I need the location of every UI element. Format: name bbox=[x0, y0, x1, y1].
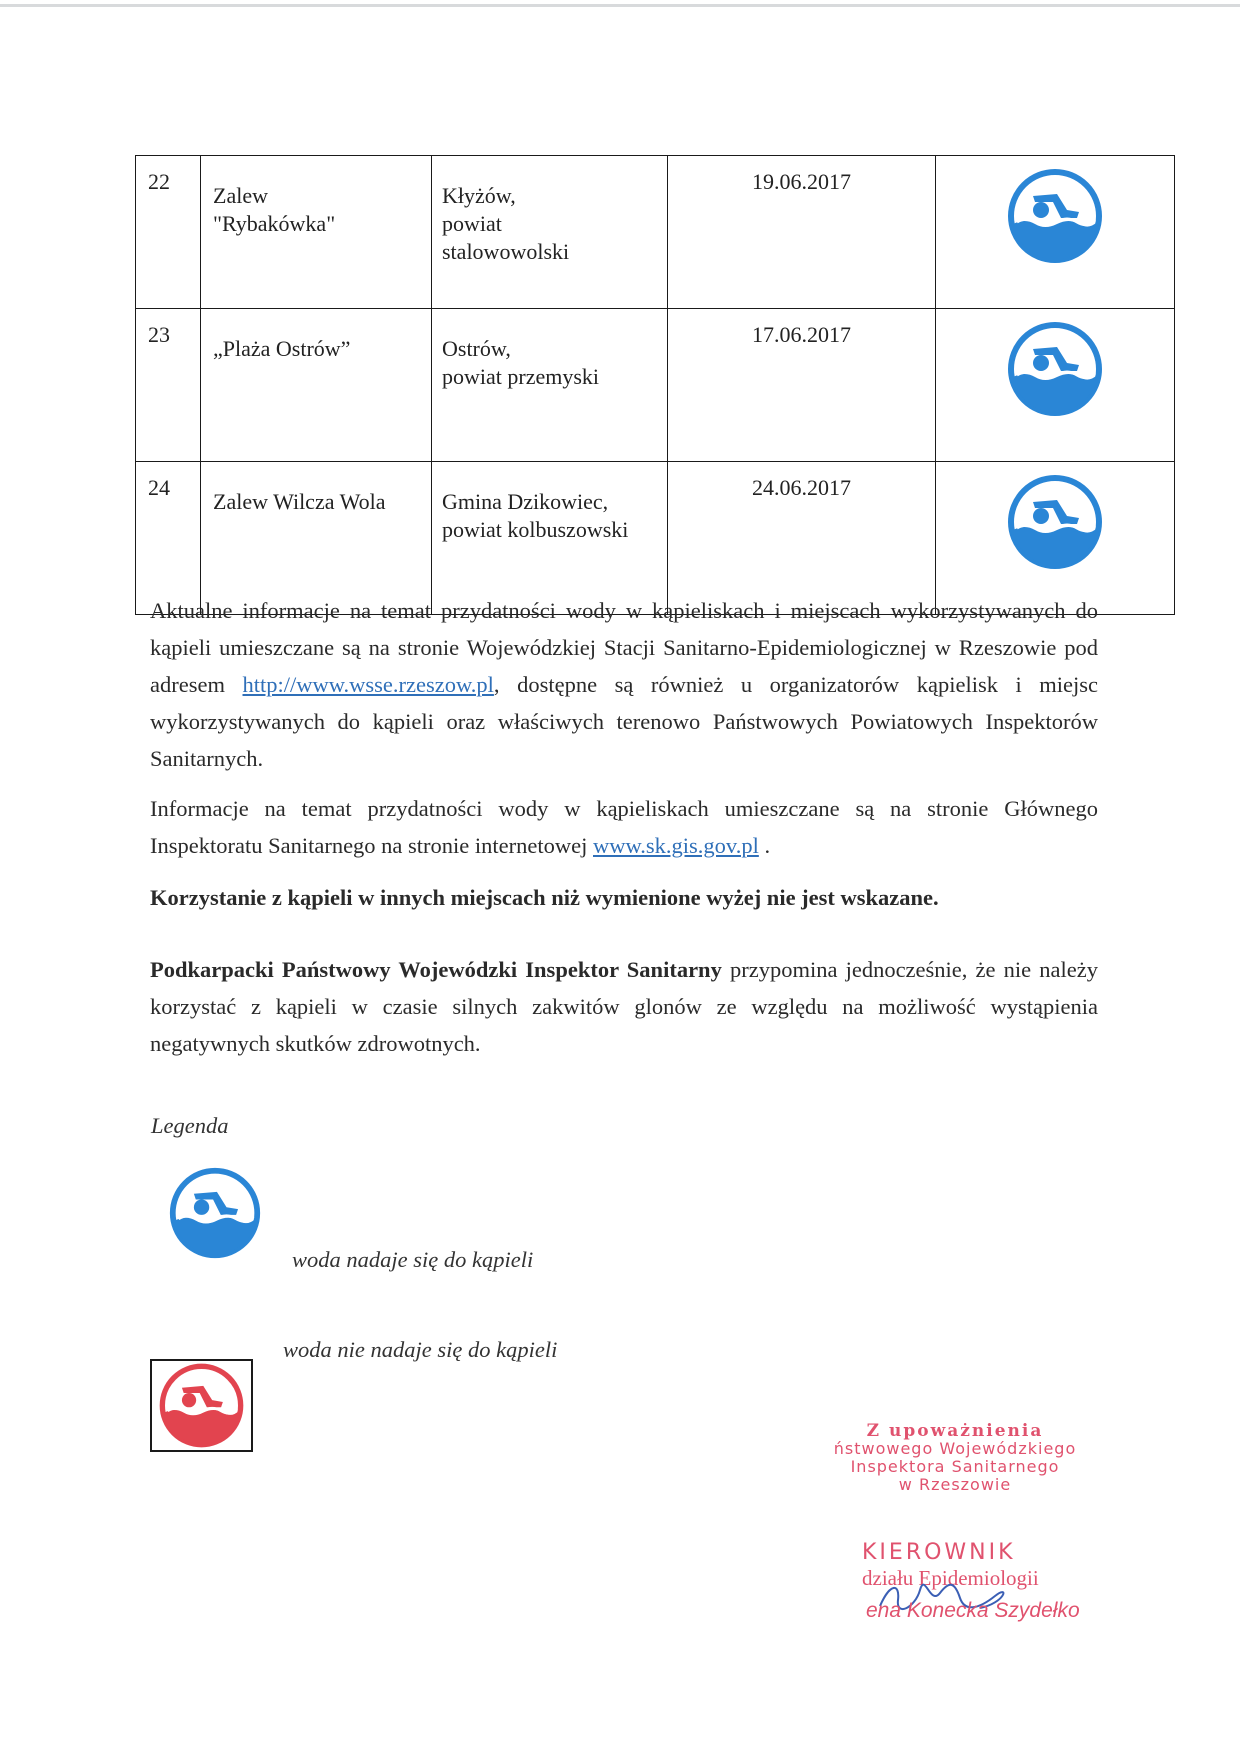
site-location-line: powiat przemyski bbox=[442, 364, 600, 389]
site-name-line: "Rybakówka" bbox=[213, 211, 336, 236]
sample-date: 24.06.2017 bbox=[668, 462, 936, 615]
site-location bbox=[432, 309, 668, 462]
table-row bbox=[136, 309, 1175, 462]
paragraph-text: Aktualne informacje na temat przydatności wody w kąpieliskach i miejscach wykorzystywanych do kąpieli umieszczane są na stronie Wojewódzkiej Stacji Sanitarno-Epidemiologicznej w Rzeszowie pod adresem bbox=[150, 598, 1098, 697]
swimmer-blue-icon bbox=[1002, 166, 1108, 266]
gis-link[interactable]: www.sk.gis.gov.pl bbox=[593, 833, 759, 858]
site-location-line: powiat kolbuszowski bbox=[442, 517, 629, 542]
info-paragraph-gis bbox=[150, 790, 1098, 864]
site-location-line: Gmina Dzikowiec, bbox=[442, 489, 609, 514]
stamp-line: w Rzeszowie bbox=[898, 1475, 1012, 1494]
status-cell bbox=[936, 309, 1175, 462]
info-paragraph-wsse bbox=[150, 592, 1098, 777]
status-cell bbox=[936, 156, 1175, 309]
site-name bbox=[201, 156, 432, 309]
site-name-line: „Plaża Ostrów” bbox=[213, 336, 351, 361]
swimmer-blue-icon bbox=[1002, 472, 1108, 572]
stamp-line: Inspektora Sanitarnego bbox=[850, 1457, 1060, 1476]
site-location-line: Kłyżów, bbox=[442, 183, 516, 208]
stamp-line: ństwowego Wojewódzkiego bbox=[833, 1439, 1077, 1458]
stamp-authorization: Z upoważnienia bbox=[866, 1421, 1044, 1441]
legend-title: Legenda bbox=[151, 1113, 229, 1138]
wsse-link[interactable]: http://www.wsse.rzeszow.pl bbox=[242, 672, 494, 697]
site-location-line: stalowowolski bbox=[442, 239, 570, 264]
stamp-signatory-name: ena Konecka Szydełko bbox=[866, 1599, 1080, 1622]
paragraph-text: przypomina jednocześnie, że nie należy korzystać z kąpieli w czasie silnych zakwitów glonów ze względu na możliwość wystąpienia negatywnych skutków zdrowotnych. bbox=[150, 957, 1098, 1056]
paragraph-text: . bbox=[758, 833, 771, 858]
row-number: 22 bbox=[136, 156, 201, 309]
inspector-name: Podkarpacki Państwowy Wojewódzki Inspektor Sanitarny bbox=[150, 957, 722, 982]
stamp-title: KIEROWNIK bbox=[862, 1540, 1016, 1565]
site-location-line: Ostrów, bbox=[442, 336, 511, 361]
site-name-line: Zalew bbox=[213, 183, 268, 208]
paragraph-text: Informacje na temat przydatności wody w kąpieliskach umieszczane są na stronie Głównego Inspektoratu Sanitarnego na stronie internetowej bbox=[150, 796, 1098, 858]
row-number: 23 bbox=[136, 309, 201, 462]
legend-unsuitable-label: woda nie nadaje się do kąpieli bbox=[283, 1337, 558, 1362]
site-location bbox=[432, 156, 668, 309]
warning-statement: Korzystanie z kąpieli w innych miejscach niż wymienione wyżej nie jest wskazane. bbox=[150, 885, 939, 910]
legend-suitable-label: woda nadaje się do kąpieli bbox=[292, 1247, 534, 1272]
site-name-line: Zalew Wilcza Wola bbox=[213, 489, 386, 514]
sample-date: 17.06.2017 bbox=[668, 309, 936, 462]
site-location-line: powiat bbox=[442, 211, 502, 236]
swimmer-red-icon bbox=[150, 1359, 253, 1452]
scan-top-edge bbox=[0, 4, 1240, 7]
row-number: 24 bbox=[136, 462, 201, 615]
stamp-department: działu Epidemiologii bbox=[862, 1566, 1039, 1590]
paragraph-text: , dostępne są również u organizatorów kąpielisk i miejsc wykorzystywanych do kąpieli oraz właściwych terenowo Państwowych Powiatowych Inspektorów Sanitarnych. bbox=[150, 672, 1098, 771]
swimmer-blue-icon bbox=[163, 1165, 267, 1266]
swimmer-blue-icon bbox=[1002, 319, 1108, 419]
sample-date: 19.06.2017 bbox=[668, 156, 936, 309]
bathing-sites-table bbox=[135, 155, 1175, 615]
site-name bbox=[201, 309, 432, 462]
table-row bbox=[136, 156, 1175, 309]
inspector-reminder bbox=[150, 951, 1098, 1062]
